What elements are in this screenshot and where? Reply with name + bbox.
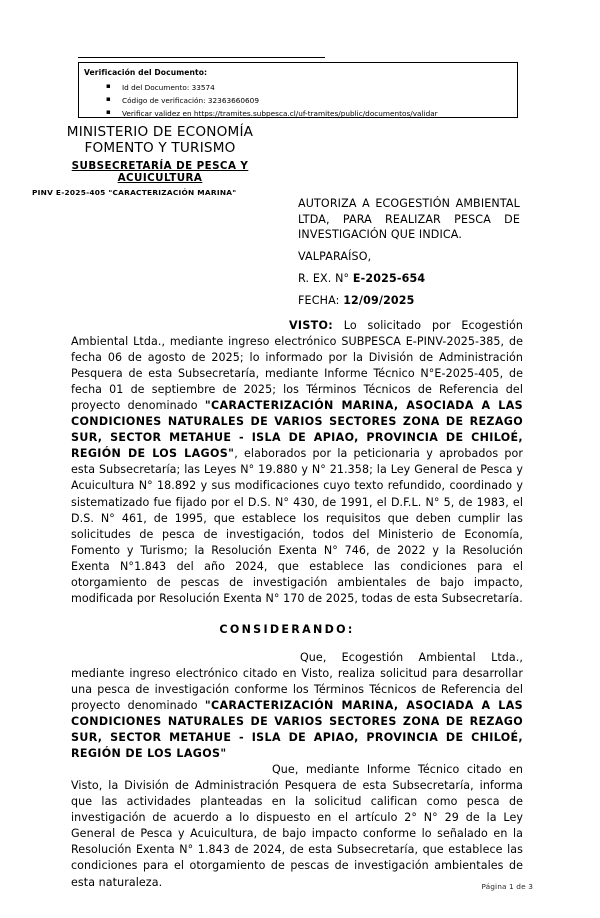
resolution-number-value: E-2025-654	[352, 272, 426, 285]
visto-paragraph	[71, 318, 523, 607]
project-code-label: PINV E-2025-405 "CARACTERIZACIÓN MARINA"	[32, 188, 237, 197]
considerando-1-text: Que, Ecogestión Ambiental Ltda., mediante ingreso electrónico citado en Visto, realiza solicitud para desarrollar una pesca de investigación conforme los Términos Técnicos de Referencia del proyecto denominado	[71, 650, 523, 712]
resolution-date-line	[298, 294, 520, 307]
subsecretaria-line-2: ACUICULTURA	[117, 172, 203, 184]
resolution-date-label: FECHA:	[298, 294, 344, 307]
verification-box-top-rule	[78, 57, 325, 58]
resolution-number-line	[298, 272, 520, 285]
considerando-paragraph-2	[71, 762, 523, 890]
resolution-subject: AUTORIZA A ECOGESTIÓN AMBIENTAL LTDA, PARA REALIZAR PESCA DE INVESTIGACIÓN QUE INDICA.	[298, 197, 520, 242]
project-title-visto: "CARACTERIZACIÓN MARINA, ASOCIADA A LAS CONDICIONES NATURALES DE VARIOS SECTORES ZONA DE REZAGO SUR, SECTOR METAHUE - ISLA DE APIAO, PROVINCIA DE CHILOÉ, REGIÓN DE LOS LAGOS"	[71, 399, 523, 461]
ministry-line-2: FOMENTO Y TURISMO	[84, 140, 236, 156]
visto-text-b: , elaborados por la peticionaria y aprobados por esta Subsecretaría; las Leyes N° 19.880 y N° 21.358; la Ley General de Pesca y Acuicultura N° 18.892 y sus modificaciones cuyo texto refundido, coordinado y sistematizado fue fijado por el D.S. N° 430, de 1991, el D.F.L. N° 5, de 1983, el D.S. N° 461, de 1995, que establece los requisitos que deben cumplir las solicitudes de pesca de investigación, todos del Ministerio de Economía, Fomento y Turismo; la Resolución Exenta N° 746, de 2022 y la Resolución Exenta N°1.843 del año 2024, que establece las condiciones para el otorgamiento de pescas de investigación ambientales de bajo impacto, modificada por Resolución Exenta N° 170 de 2025, todas de esta Subsecretaría.	[71, 447, 523, 605]
visto-label: VISTO:	[289, 319, 333, 332]
document-body	[71, 318, 523, 891]
verification-item-validate-url[interactable]: ▪ Verificar validez en https://tramites.subpesca.cl/uf-tramites/public/documentos/validar	[84, 107, 438, 118]
verification-item-document-id: ▪ Id del Documento: 33574	[84, 81, 438, 94]
considerando-paragraph-1	[71, 650, 523, 762]
page-footer: Página 1 de 3	[481, 882, 533, 891]
resolution-number-label: R. EX. N°	[298, 272, 353, 285]
ministry-line-1: MINISTERIO DE ECONOMÍA	[66, 124, 254, 140]
verification-list	[84, 81, 438, 118]
considerando-heading: CONSIDERANDO:	[219, 622, 355, 636]
spacer	[71, 636, 523, 650]
verification-title: Verificación del Documento:	[84, 68, 208, 77]
subsecretaria-line-1: SUBSECRETARÍA DE PESCA Y	[71, 160, 249, 172]
verification-box	[78, 62, 518, 118]
visto-text-a: Lo solicitado por Ecogestión Ambiental Ltda., mediante ingreso electrónico SUBPESCA E-PINV-2025-385, de fecha 06 de agosto de 2025; lo informado por la División de Administración Pesquera de esta Subsecretaría, mediante Informe Técnico N°E-2025-405, de fecha 01 de septiembre de 2025; los Términos Técnicos de Referencia del proyecto denominado	[71, 319, 523, 413]
resolution-date-value: 12/09/2025	[343, 294, 415, 307]
resolution-city: VALPARAÍSO,	[298, 250, 372, 263]
verification-item-code: ▪ Código de verificación: 32363660609	[84, 94, 438, 107]
project-title-considerando: "CARACTERIZACIÓN MARINA, ASOCIADA A LAS CONDICIONES NATURALES DE VARIOS SECTORES ZONA DE REZAGO SUR, SECTOR METAHUE - ISLA DE APIAO, PROVINCIA DE CHILOÉ, REGIÓN DE LOS LAGOS"	[71, 698, 523, 761]
considerando-2-text: Que, mediante Informe Técnico citado en Visto, la División de Administración Pesquera de esta Subsecretaría, informa que las actividades planteadas en la solicitud califican como pesca de investigación de acuerdo a lo dispuesto en el artículo 2° N° 29 de la Ley General de Pesca y Acuicultura, de bajo impacto conforme lo señalado en la Resolución Exenta N° 1.843 de 2024, de esta Subsecretaría, que establece las condiciones para el otorgamiento de pescas de investigación ambientales de esta naturaleza.	[71, 763, 523, 889]
